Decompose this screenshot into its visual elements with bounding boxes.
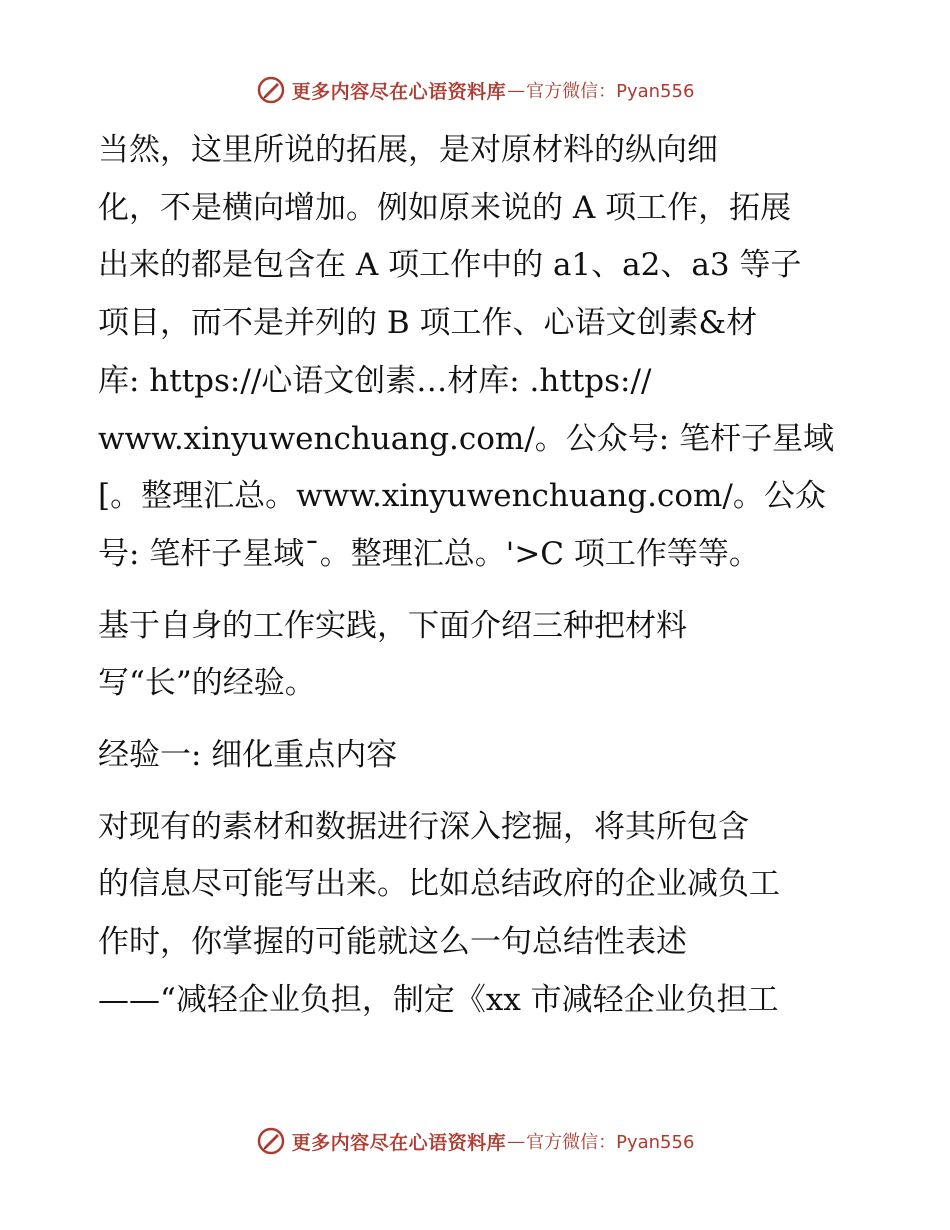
header-banner [0, 70, 950, 110]
text-line: [。整理汇总。www.xinyuwenchuang.com/。公众 [98, 478, 826, 515]
footer-banner-left: 更多内容尽在心语资料库 [291, 1131, 507, 1154]
logo-icon [256, 1126, 286, 1156]
paragraph-1 [98, 122, 878, 584]
text-line: 库: https://心语文创素…材库: .https:// [98, 362, 652, 399]
paragraph-4 [98, 799, 878, 1030]
section-heading [98, 727, 878, 785]
header-banner-right: 官方微信：Pyan556 [526, 81, 695, 102]
text-line: 出来的都是包含在 A 项工作中的 a1、a2、a3 等子 [98, 247, 802, 284]
text-line: 的信息尽可能写出来。比如总结政府的企业减负工 [98, 866, 780, 903]
text-line: 项目，而不是并列的 B 项工作、心语文创素&材 [98, 305, 758, 342]
text-line: 当然，这里所说的拓展，是对原材料的纵向细 [98, 132, 718, 168]
footer-banner [0, 1121, 950, 1161]
text-line: 基于自身的工作实践，下面介绍三种把材料 [98, 607, 687, 644]
header-banner-dash: — [507, 79, 526, 101]
header-banner-left: 更多内容尽在心语资料库 [291, 80, 507, 103]
text-line: 作时，你掌握的可能就这么一句总结性表述 [98, 924, 687, 961]
text-line: 化，不是横向增加。例如原来说的 A 项工作，拓展 [98, 189, 792, 226]
text-line: 对现有的素材和数据进行深入挖掘，将其所包含 [98, 808, 749, 845]
text-line: ——“减轻企业负担，制定《xx 市减轻企业负担工 [98, 981, 779, 1018]
text-line: 号: 笔杆子星域¯。整理汇总。'>C 项工作等等。 [98, 535, 760, 572]
text-line: 经验一: 细化重点内容 [98, 737, 398, 774]
paragraph-2 [98, 598, 878, 713]
logo-icon [256, 75, 286, 105]
footer-banner-right: 官方微信：Pyan556 [526, 1132, 695, 1153]
document-body [98, 122, 878, 1030]
footer-banner-dash: — [507, 1130, 526, 1152]
text-line: 写“长”的经验。 [98, 665, 316, 702]
text-line: www.xinyuwenchuang.com/。公众号: 笔杆子星域 [98, 420, 835, 457]
